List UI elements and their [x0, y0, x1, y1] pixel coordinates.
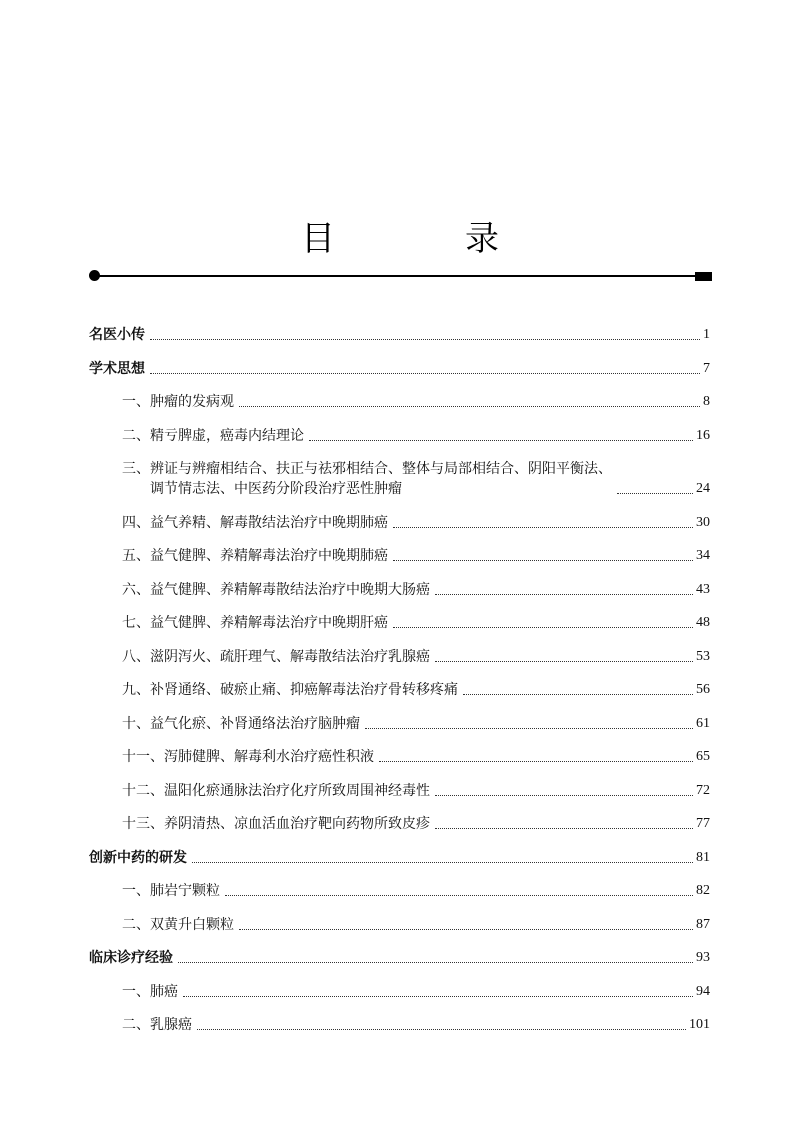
toc-subsection-entry[interactable]	[89, 982, 710, 1002]
toc-entry-title-line: 名医小传	[89, 327, 145, 343]
dot-leader	[435, 594, 693, 595]
toc-subsection-entry[interactable]	[89, 426, 710, 446]
toc-page-number: 34	[696, 548, 710, 563]
toc-page-number: 101	[689, 1017, 710, 1032]
toc-page-number: 61	[696, 715, 710, 731]
toc-subsection-entry[interactable]	[89, 647, 710, 667]
toc-page-number: 43	[696, 581, 710, 597]
toc-subsection-entry[interactable]	[89, 459, 710, 499]
toc-entry-title-line: 一、肺岩宁颗粒	[122, 883, 220, 899]
toc-entry-title-line: 临床诊疗经验	[89, 950, 173, 966]
dot-leader	[617, 493, 693, 494]
toc-entry-title	[122, 392, 234, 412]
toc-entry-title	[122, 546, 388, 566]
toc-entry-title	[122, 982, 178, 1002]
toc-page-number: 65	[696, 749, 710, 764]
toc-entry-title-line: 六、益气健脾、养精解毒散结法治疗中晚期大肠癌	[122, 581, 430, 598]
dot-leader	[435, 795, 693, 796]
toc-section-entry[interactable]	[89, 325, 710, 345]
toc-page-number: 16	[696, 427, 710, 443]
rule-block-ornament	[695, 272, 712, 281]
toc-entry-title-line: 一、肺癌	[122, 983, 178, 1000]
title-rule	[89, 270, 712, 284]
table-of-contents	[89, 325, 710, 1049]
toc-subsection-entry[interactable]	[89, 546, 710, 566]
toc-subsection-entry[interactable]	[89, 513, 710, 533]
toc-entry-title-line: 十、益气化瘀、补肾通络法治疗脑肿瘤	[122, 715, 360, 732]
dot-leader	[393, 627, 693, 628]
toc-page-number: 81	[696, 849, 710, 865]
toc-entry-title-continuation: 调节情志法、中医药分阶段治疗恶性肿瘤	[150, 481, 402, 497]
toc-subsection-entry[interactable]	[89, 814, 710, 834]
dot-leader	[192, 862, 693, 863]
toc-entry-title	[122, 814, 430, 834]
toc-section-entry[interactable]	[89, 948, 710, 968]
toc-entry-title-line: 一、肿瘤的发病观	[122, 394, 234, 410]
toc-entry-title-line: 创新中药的研发	[89, 849, 187, 866]
toc-entry-title-line: 十一、泻肺健脾、解毒利水治疗癌性积液	[122, 749, 374, 765]
toc-entry-title	[89, 848, 187, 868]
dot-leader	[239, 929, 693, 930]
toc-page-number: 56	[696, 682, 710, 697]
toc-entry-title-line: 九、补肾通络、破瘀止痛、抑癌解毒法治疗骨转移疼痛	[122, 682, 458, 698]
toc-subsection-entry[interactable]	[89, 747, 710, 767]
toc-entry-title-line: 八、滋阴泻火、疏肝理气、解毒散结法治疗乳腺癌	[122, 648, 430, 665]
toc-subsection-entry[interactable]	[89, 714, 710, 734]
toc-page-number: 48	[696, 615, 710, 630]
toc-page-number: 93	[696, 950, 710, 965]
toc-subsection-entry[interactable]	[89, 881, 710, 901]
toc-subsection-entry[interactable]	[89, 613, 710, 633]
toc-page-number: 77	[696, 816, 710, 831]
toc-entry-title-line: 五、益气健脾、养精解毒法治疗中晚期肺癌	[122, 548, 388, 564]
toc-entry-title	[122, 459, 612, 499]
dot-leader	[150, 373, 700, 374]
toc-entry-title	[122, 580, 430, 600]
toc-subsection-entry[interactable]	[89, 680, 710, 700]
toc-subsection-entry[interactable]	[89, 915, 710, 935]
toc-entry-title	[122, 513, 388, 533]
toc-entry-title	[122, 881, 220, 901]
dot-leader	[365, 728, 693, 729]
toc-page-number: 1	[703, 327, 710, 342]
dot-leader	[463, 694, 693, 695]
toc-entry-title	[89, 359, 145, 379]
toc-entry-title	[122, 1015, 192, 1035]
toc-subsection-entry[interactable]	[89, 781, 710, 801]
toc-section-entry[interactable]	[89, 359, 710, 379]
toc-page-number: 94	[696, 983, 710, 999]
toc-subsection-entry[interactable]	[89, 1015, 710, 1035]
dot-leader	[309, 440, 693, 441]
toc-entry-title	[122, 613, 388, 633]
toc-entry-title-line: 四、益气养精、解毒散结法治疗中晚期肺癌	[122, 514, 388, 531]
toc-page-number: 24	[696, 481, 710, 496]
toc-entry-title-line: 七、益气健脾、养精解毒法治疗中晚期肝癌	[122, 615, 388, 631]
toc-entry-title	[122, 747, 374, 767]
toc-page-number: 72	[696, 782, 710, 798]
dot-leader	[225, 895, 693, 896]
toc-section-entry[interactable]	[89, 848, 710, 868]
dot-leader	[435, 828, 693, 829]
rule-line	[97, 275, 698, 277]
dot-leader	[393, 527, 693, 528]
toc-page-number: 30	[696, 514, 710, 530]
dot-leader	[379, 761, 693, 762]
toc-entry-title-line: 二、双黄升白颗粒	[122, 916, 234, 933]
toc-entry-title-line: 二、乳腺癌	[122, 1017, 192, 1033]
dot-leader	[183, 996, 693, 997]
toc-page-number: 87	[696, 916, 710, 932]
toc-entry-title	[122, 781, 430, 801]
toc-entry-title	[122, 647, 430, 667]
toc-page-number: 53	[696, 648, 710, 664]
toc-entry-title-line: 学术思想	[89, 360, 145, 377]
toc-entry-title	[122, 714, 360, 734]
toc-entry-title	[122, 426, 304, 446]
toc-entry-title	[89, 948, 173, 968]
toc-subsection-entry[interactable]	[89, 580, 710, 600]
toc-entry-title-line: 二、精亏脾虚，癌毒内结理论	[122, 427, 304, 444]
dot-leader	[239, 406, 700, 407]
toc-page-number: 82	[696, 883, 710, 898]
toc-entry-title	[122, 680, 458, 700]
toc-entry-title	[122, 915, 234, 935]
dot-leader	[435, 661, 693, 662]
toc-subsection-entry[interactable]	[89, 392, 710, 412]
dot-leader	[150, 339, 700, 340]
toc-entry-title	[89, 325, 145, 345]
dot-leader	[393, 560, 693, 561]
toc-page-number: 8	[703, 394, 710, 409]
toc-entry-title-line: 十二、温阳化瘀通脉法治疗化疗所致周围神经毒性	[122, 782, 430, 799]
dot-leader	[178, 962, 693, 963]
dot-leader	[197, 1029, 686, 1030]
toc-entry-title-line: 十三、养阴清热、凉血活血治疗靶向药物所致皮疹	[122, 816, 430, 832]
page-title: 目 录	[301, 219, 547, 259]
toc-page-number: 7	[703, 360, 710, 376]
toc-entry-title-line: 三、辨证与辨瘤相结合、扶正与祛邪相结合、整体与局部相结合、阴阳平衡法、	[122, 461, 612, 477]
